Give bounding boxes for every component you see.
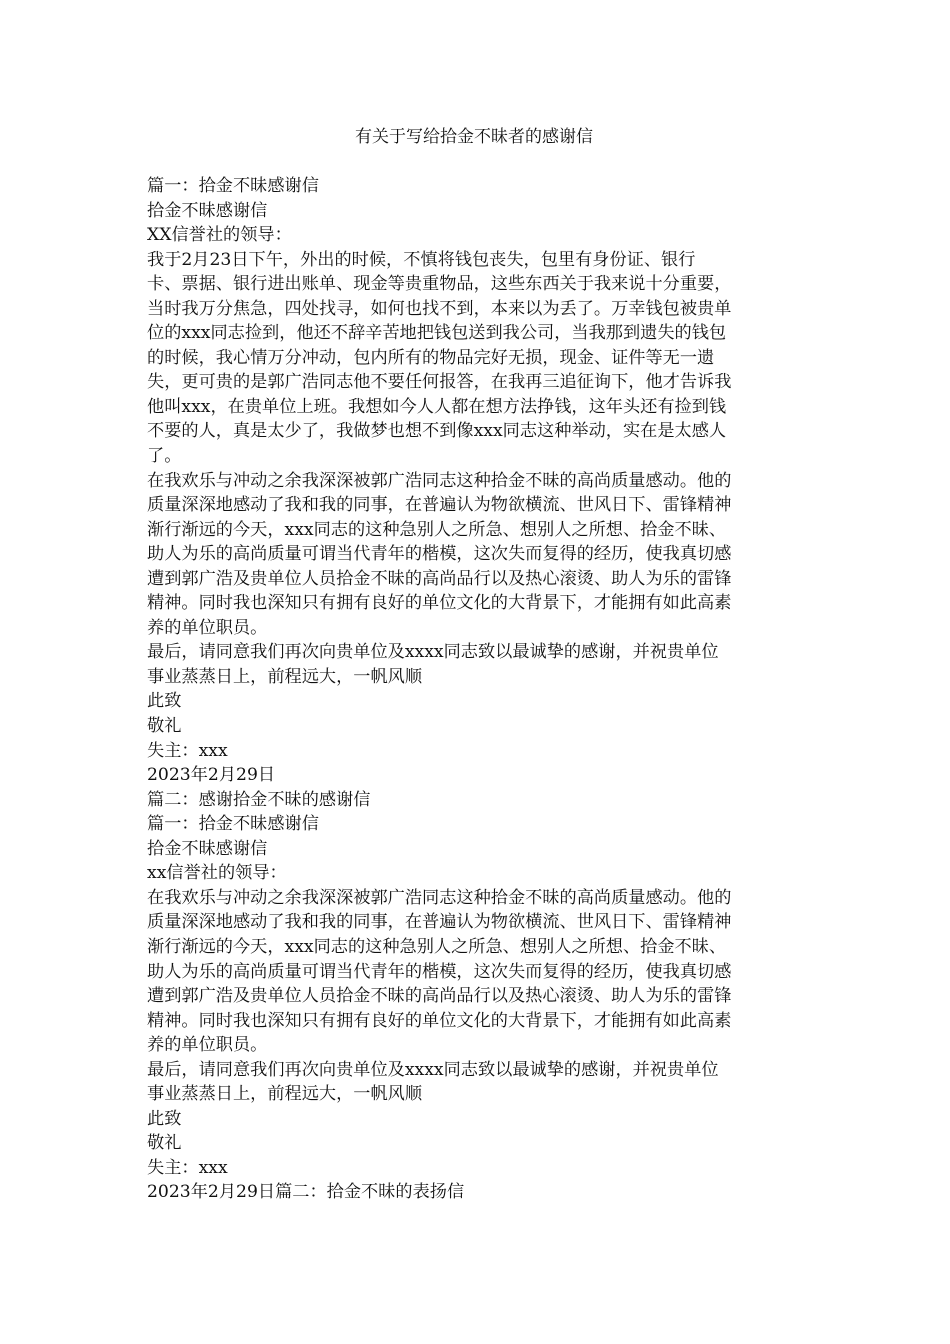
document-page: [147, 122, 807, 1205]
text-line: 最后，请同意我们再次向贵单位及xxxx同志致以最诚挚的感谢，并祝贵单位: [147, 1059, 719, 1080]
text-line: 拾金不昧感谢信: [147, 200, 268, 221]
text-line: 他叫xxx，在贵单位上班。我想如今人人都在想方法挣钱，这年头还有捡到钱: [147, 396, 727, 417]
text-line: 质量深深地感动了我和我的同事，在普遍认为物欲横流、世风日下、雷锋精神: [147, 912, 732, 933]
text-line: 了。: [147, 446, 182, 467]
text-line: XX信誉社的领导：: [147, 225, 292, 246]
text-line: 事业蒸蒸日上，前程远大，一帆风顺: [147, 1084, 423, 1105]
text-line: 此致: [147, 1108, 182, 1129]
text-line: 遭到郭广浩及贵单位人员拾金不昧的高尚品行以及热心滚烫、助人为乐的雷锋: [147, 568, 732, 589]
text-line: 篇二：感谢拾金不昧的感谢信: [147, 789, 371, 810]
text-line: 精神。同时我也深知只有拥有良好的单位文化的大背景下，才能拥有如此高素: [147, 593, 732, 614]
text-line: 2023年2月29日篇二：拾金不昧的表扬信: [147, 1182, 465, 1203]
text-line: 在我欢乐与冲动之余我深深被郭广浩同志这种拾金不昧的高尚质量感动。他的: [147, 470, 732, 491]
text-line: 质量深深地感动了我和我的同事，在普遍认为物欲横流、世风日下、雷锋精神: [147, 495, 732, 516]
text-line: 此致: [147, 691, 182, 712]
text-line: 事业蒸蒸日上，前程远大，一帆风顺: [147, 666, 423, 687]
text-line: 拾金不昧感谢信: [147, 838, 268, 859]
text-line: 的时候，我心情万分冲动，包内所有的物品完好无损，现金、证件等无一遗: [147, 347, 715, 368]
text-line: 不要的人，真是太少了，我做梦也想不到像xxx同志这种举动，实在是太感人: [147, 421, 727, 442]
text-line: 遭到郭广浩及贵单位人员拾金不昧的高尚品行以及热心滚烫、助人为乐的雷锋: [147, 986, 732, 1007]
text-line: 2023年2月29日: [147, 765, 276, 786]
text-line: 敬礼: [147, 1133, 182, 1154]
text-line: 养的单位职员。: [147, 617, 268, 638]
text-line: 渐行渐远的今天，xxx同志的这种急别人之所急、想别人之所想、拾金不昧、: [147, 936, 727, 957]
text-line: 精神。同时我也深知只有拥有良好的单位文化的大背景下，才能拥有如此高素: [147, 1010, 732, 1031]
text-line: 我于2月23日下午，外出的时候，不慎将钱包丧失，包里有身份证、银行: [147, 249, 696, 270]
document-title: 有关于写给拾金不昧者的感谢信: [355, 127, 593, 147]
text-line: 养的单位职员。: [147, 1035, 268, 1056]
text-line: 渐行渐远的今天，xxx同志的这种急别人之所急、想别人之所想、拾金不昧、: [147, 519, 727, 540]
text-line: 失主：xxx: [147, 740, 228, 761]
text-line: 在我欢乐与冲动之余我深深被郭广浩同志这种拾金不昧的高尚质量感动。他的: [147, 887, 732, 908]
document-body: [147, 174, 807, 1205]
text-line: 最后，请同意我们再次向贵单位及xxxx同志致以最诚挚的感谢，并祝贵单位: [147, 642, 719, 663]
text-line: 敬礼: [147, 716, 182, 737]
text-line: 助人为乐的高尚质量可谓当代青年的楷模，这次失而复得的经历，使我真切感: [147, 961, 732, 982]
text-line: 失，更可贵的是郭广浩同志他不要任何报答，在我再三追征询下，他才告诉我: [147, 372, 732, 393]
text-line: 篇一：拾金不昧感谢信: [147, 176, 319, 196]
text-line: 当时我万分焦急，四处找寻，如何也找不到，本来以为丢了。万幸钱包被贵单: [147, 298, 732, 319]
text-line: xx信誉社的领导：: [147, 863, 287, 884]
text-line: 卡、票据、银行进出账单、现金等贵重物品，这些东西关于我来说十分重要，: [147, 274, 732, 295]
text-line: 篇一：拾金不昧感谢信: [147, 814, 319, 835]
text-line: 失主：xxx: [147, 1157, 228, 1178]
text-line: 助人为乐的高尚质量可谓当代青年的楷模，这次失而复得的经历，使我真切感: [147, 544, 732, 565]
text-line: 位的xxx同志捡到，他还不辞辛苦地把钱包送到我公司，当我那到遗失的钱包: [147, 323, 727, 344]
